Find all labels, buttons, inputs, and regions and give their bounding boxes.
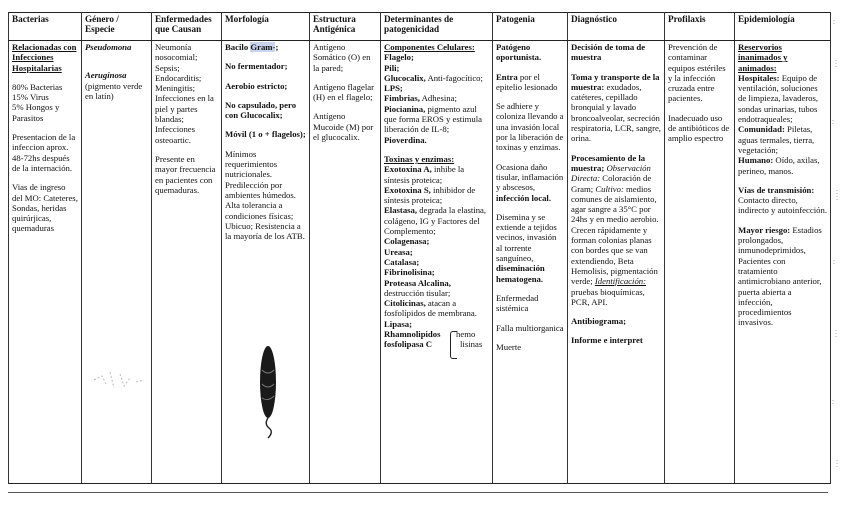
bacteria-summary-table — [8, 12, 831, 484]
patogenia-step: Patógeno oportunista. — [496, 42, 542, 63]
determinantes-comp-title: Componentes Celulares: — [384, 42, 475, 52]
header-genero: Género / Especie — [82, 13, 152, 41]
scan-edge-noise — [828, 0, 842, 515]
header-estructura: Estructura Antigénica — [310, 13, 381, 41]
cell-enfermedades — [152, 41, 222, 484]
header-row — [9, 13, 831, 41]
bacterias-presentacion: Presentacion de la infeccion aprox. 48-72hs después de la internación. — [12, 132, 76, 173]
diagnostico-proc: Procesamiento de la muestra; Observación Directa: Coloración de Gram; Cultivo: medios comunes de aislamiento, agar sangre a 35°C por 24hs y en medio aerobio. Crecen rápidamente y forman colonias planas con bordes que se van extendiendo, Beta Hemolisis, pigmentación verde; Identificación: pruebas bioquímicas, PCR, API. — [571, 152, 659, 307]
morfologia-requerimientos: Mínimos requerimientos nutricionales. Predilección por ambientes húmedos. Alta tolerancia a condiciones físicas; Ubicuo; Resistencia a la mayoría de los ATB. — [225, 148, 305, 242]
morfologia-bacilo: Bacilo Gram-; — [225, 42, 279, 52]
diagnostico-informe: Informe e interpret — [571, 335, 643, 346]
patogenia-step: Enfermedad sistémica — [496, 292, 539, 314]
genero-genus: Pseudomona — [85, 42, 132, 52]
determinantes-item: Pioverdina. — [384, 134, 427, 145]
profilaxis-p1: Prevención de contaminar equipos estériles y la infección cruzada entre pacientes. — [668, 42, 726, 104]
determinantes-item: Ureasa; — [384, 246, 413, 257]
determinantes-item: Pili; — [384, 62, 400, 73]
hemo-label: hemo — [456, 329, 476, 340]
cell-profilaxis — [665, 41, 735, 484]
cell-epidemiologia — [735, 41, 831, 484]
header-epidemiologia: Epidemiología — [735, 13, 831, 41]
sketch-strokes — [94, 372, 144, 388]
determinantes-item: Exotoxina A, inhibe la síntesis proteica; — [384, 164, 465, 185]
genero-species: Aeruginosa — [85, 70, 127, 81]
determinantes-item: Flagelo; — [384, 52, 414, 63]
bacterias-stat: 5% Hongos y Parasitos — [12, 102, 60, 123]
estructura-m: Antígeno Mucoide (M) por el glucocalix. — [313, 111, 374, 143]
header-bacterias: Bacterias — [9, 13, 82, 41]
bacterias-stat: 80% Bacterias — [12, 81, 63, 92]
epidemiologia-com: Comunidad: Piletas, aguas termales, tierra, vegetación; — [738, 124, 815, 155]
determinantes-rhamno: Rhamnolipidos — [384, 329, 441, 340]
cell-diagnostico — [568, 41, 665, 484]
determinantes-item: Piocianina, pigmento azul que forma EROS y estimula liberación de IL-8; — [384, 103, 482, 135]
determinantes-item: Glucocalix, Anti-fagocítico; — [384, 72, 483, 83]
epidemiologia-mayor: Mayor riesgo: Estadios prolongados, inmunodeprimidos, Pacientes con tratamiento antimicrobiano anterior, puerta abierta a infección, procedimientos invasivos. — [738, 224, 822, 328]
determinantes-item: Elastasa, degrada la elastina, colágeno, IG y Factores del Complemento; — [384, 205, 487, 237]
bacterias-stat: 15% Virus — [12, 92, 49, 103]
determinantes-item: Fimbrias, Adhesina; — [384, 93, 457, 104]
epidemiologia-vias: Vías de transmisión: Contacto directo, indirecto y autoinfección. — [738, 184, 828, 216]
bottom-rule — [8, 492, 828, 493]
header-diagnostico: Diagnóstico — [568, 13, 665, 41]
determinantes-item: Citolicinas, atacan a fosfolípidos de membrana. — [384, 298, 477, 319]
patogenia-step: Se adhiere y coloniza llevando a una invasión local por la liberación de toxinas y enzimas. — [496, 101, 564, 153]
estructura-o: Antígeno Somático (O) en la pared; — [313, 42, 371, 73]
diagnostico-decision: Decisión de toma de muestra — [571, 42, 646, 63]
bacterias-title: Relacionadas con Infecciones Hospitalarias — [12, 42, 77, 73]
epidemiologia-hum: Humano: Oído, axilas, perineo, manos. — [738, 155, 820, 176]
morfologia-movil: Móvil (1 o + flagelos); — [225, 129, 306, 140]
morfologia-no-fermentador: No fermentador; — [225, 61, 288, 72]
determinantes-item: Lipasa; — [384, 318, 413, 329]
determinantes-item: LPS; — [384, 83, 403, 94]
bacterias-vias: Vias de ingreso del MO: Cateteres, Sondas, heridas quirúrjicas, quemaduras — [12, 182, 78, 234]
diagnostico-toma: Toma y transporte de la muestra: exudados, catéteres, cepillado bronquial y lavado broncoalveolar, secreción respiratoria, LCR, sangre, orina. — [571, 71, 661, 144]
profilaxis-p2: Inadecuado uso de antibióticos de amplio espectro — [668, 112, 730, 144]
determinantes-item: Colagenasa; — [384, 236, 430, 247]
highlighted-text: Gram- — [250, 42, 276, 52]
patogenia-step: Muerte — [496, 341, 522, 352]
cell-genero — [82, 41, 152, 484]
hemolisinas-group — [384, 329, 489, 350]
header-enfermedades: Enfermedades que Causan — [152, 13, 222, 41]
determinantes-item: Exotoxina S, inhibidor de síntesis proteica; — [384, 184, 476, 206]
determinantes-tox-title: Toxinas y enzimas: — [384, 153, 455, 164]
content-row — [9, 41, 831, 484]
epidemiologia-reservorios: Reservorios inanimados y animados: — [738, 42, 788, 73]
determinantes-item: Proteasa Alcalina, destrucción tisular; — [384, 277, 451, 298]
faint-sketch — [90, 362, 150, 402]
determinantes-item: Catalasa; — [384, 256, 420, 267]
morfologia-aerobio: Aerobio estricto; — [225, 80, 288, 91]
patogenia-step: Falla multiorganica — [496, 322, 564, 333]
determinantes-fosfo: fosfolipasa C — [384, 339, 433, 350]
morfologia-no-capsulado: No capsulado, pero con Glucocalix; — [225, 99, 297, 121]
cell-determinantes — [381, 41, 493, 484]
header-patogenia: Patogenia — [493, 13, 568, 41]
header-determinantes: Determinantes de patogenicidad — [381, 13, 493, 41]
scan-top-edge — [0, 0, 848, 4]
epidemiologia-hosp: Hospitales: Equipo de ventilación, soluciones de limpieza, lavaderos, sondas urinarias, tubos endotraqueales; — [738, 72, 819, 125]
enfermedades-list: Neumonía nosocomial; Sepsis; Endocarditis; Meningitis; Infecciones en la piel y partes blandas; Infecciones osteoartic. — [155, 42, 214, 145]
cell-bacterias — [9, 41, 82, 484]
hemo-bracket — [448, 331, 459, 359]
enfermedades-nota: Presente en mayor frecuencia en pacientes con quemaduras. — [155, 153, 216, 195]
bacillus-image — [256, 340, 282, 440]
diagnostico-antibiograma: Antibiograma; — [571, 316, 627, 327]
estructura-h: Antígeno flagelar (H) en el flagelo; — [313, 81, 375, 103]
determinantes-item: Fibrinolisina; — [384, 267, 435, 278]
flagellum — [266, 418, 271, 438]
bacillus-body — [260, 346, 276, 418]
cell-estructura — [310, 41, 381, 484]
patogenia-step: Entra por el epitelio lesionado — [496, 71, 558, 92]
header-profilaxis: Profilaxis — [665, 13, 735, 41]
hemo-label-2: lisinas — [460, 339, 483, 350]
patogenia-step: Disemina y se extiende a tejidos vecinos, invasión al torrente sanguíneo, diseminación hematogena. — [496, 211, 557, 284]
cell-patogenia — [493, 41, 568, 484]
genero-note: (pigmento verde en latín) — [85, 80, 143, 101]
header-morfologia: Morfología — [222, 13, 310, 41]
noise-marks — [833, 20, 837, 468]
patogenia-step: Ocasiona daño tisular, inflamación y abscesos, infección local. — [496, 161, 564, 203]
